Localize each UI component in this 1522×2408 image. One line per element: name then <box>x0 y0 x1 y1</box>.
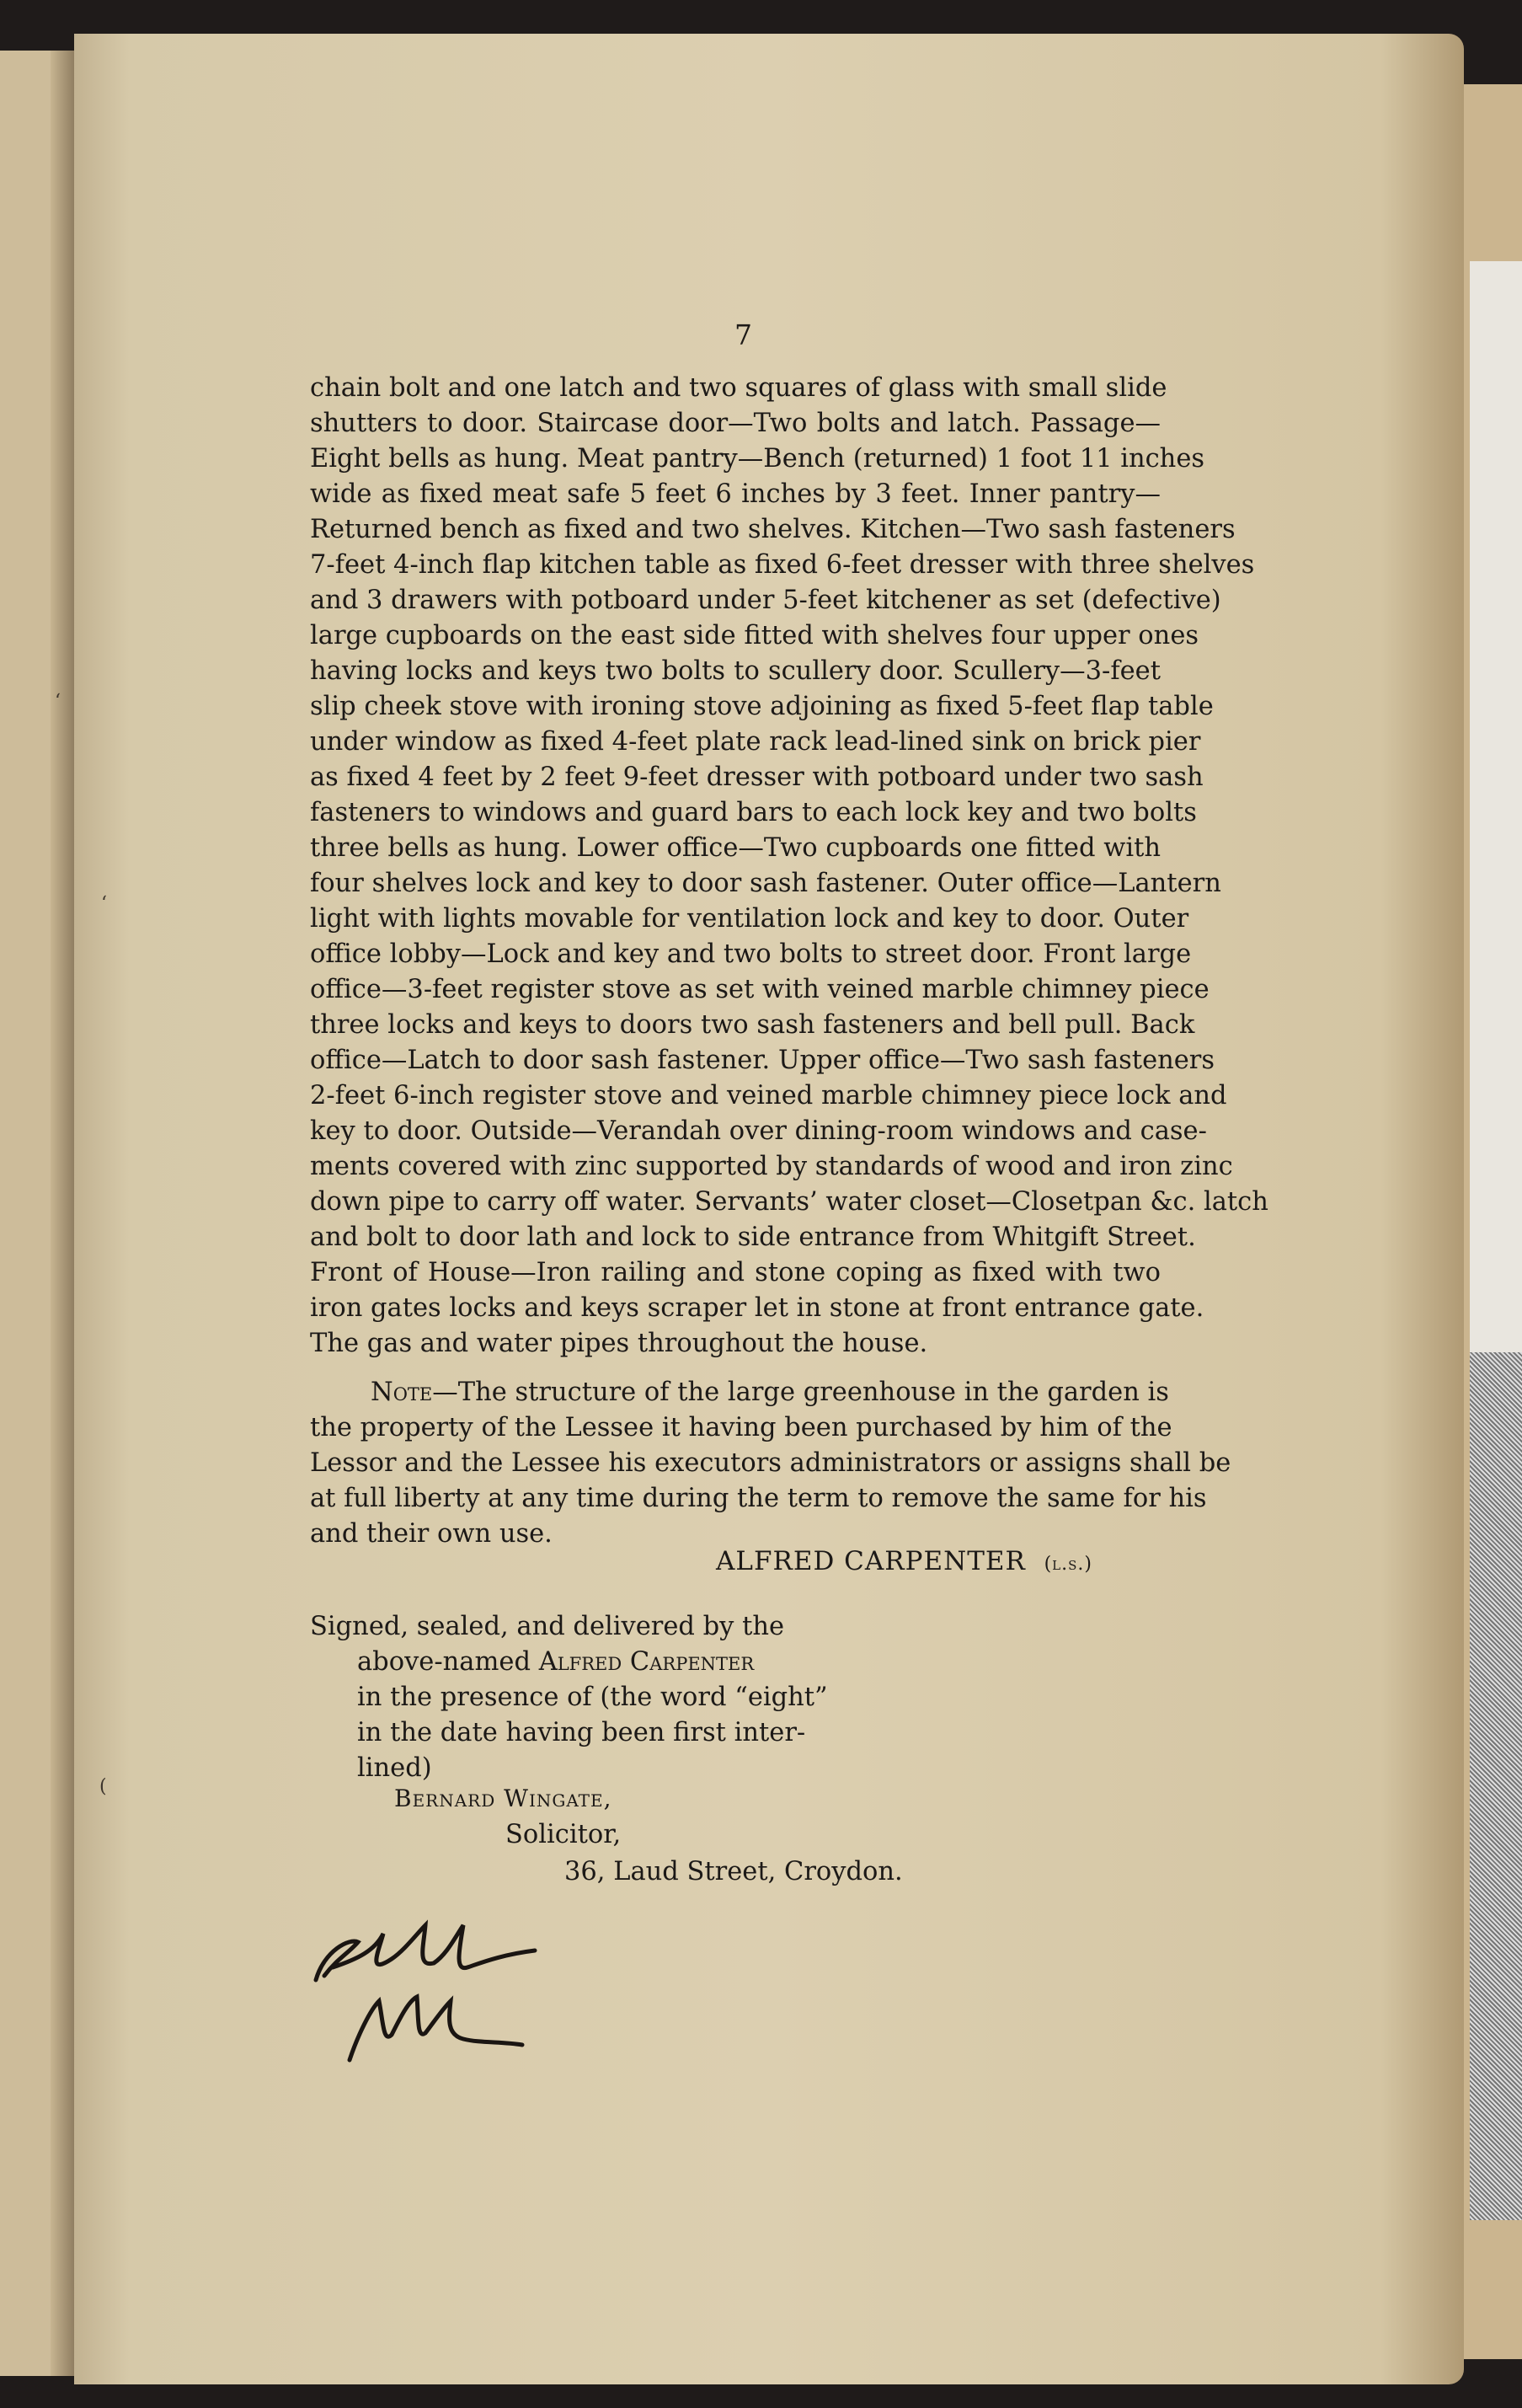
body-line: chain bolt and one latch and two squares of glass with small slide <box>310 373 1167 403</box>
margin-mark: ‘ <box>55 691 61 712</box>
body-line: key to door. Outside—Verandah over dining-room windows and case- <box>310 1116 1207 1146</box>
body-line: slip cheek stove with ironing stove adjoining as fixed 5-feet flap table <box>310 692 1214 721</box>
body-line: 7-feet 4-inch flap kitchen table as fixed 6-feet dresser with three shelves <box>310 550 1255 580</box>
body-line: office lobby—Lock and key and two bolts to street door. Front large <box>310 939 1192 969</box>
seal-text: (l.s.) <box>1044 1554 1092 1575</box>
signatory-block <box>716 1546 1092 1576</box>
body-line: fasteners to windows and guard bars to each lock key and two bolts <box>310 798 1197 827</box>
margin-mark: ( <box>99 1776 107 1797</box>
body-paragraph <box>310 371 1268 1362</box>
body-line: shutters to door. Staircase door—Two bolts and latch. Passage— <box>310 409 1161 438</box>
body-line: ments covered with zinc supported by standards of wood and iron zinc <box>310 1152 1233 1181</box>
note-line: Lessor and the Lessee his executors administrators or assigns shall be <box>310 1448 1231 1478</box>
body-line: iron gates locks and keys scraper let in stone at front entrance gate. <box>310 1293 1204 1323</box>
attestation-prefix: above-named <box>357 1647 539 1677</box>
body-line: The gas and water pipes throughout the house. <box>310 1329 928 1358</box>
body-line: large cupboards on the east side fitted with shelves four upper ones <box>310 621 1199 650</box>
body-line: as fixed 4 feet by 2 feet 9-feet dresser with potboard under two sash <box>310 763 1204 792</box>
body-line: down pipe to carry off water. Servants’ water closet—Closetpan &c. latch <box>310 1187 1268 1217</box>
body-line: under window as fixed 4-feet plate rack lead-lined sink on brick pier <box>310 727 1201 757</box>
body-line: four shelves lock and key to door sash fastener. Outer office—Lantern <box>310 869 1221 898</box>
body-line: wide as fixed meat safe 5 feet 6 inches by 3 feet. Inner pantry— <box>310 479 1161 509</box>
body-line: office—3-feet register stove as set with veined marble chimney piece <box>310 975 1210 1004</box>
body-line: Front of House—Iron railing and stone coping as fixed with two <box>310 1258 1161 1287</box>
attestation-line: Signed, sealed, and delivered by the <box>310 1612 785 1641</box>
handwritten-signature <box>299 1900 552 2085</box>
note-line: at full liberty at any time during the term to remove the same for his <box>310 1484 1207 1513</box>
note-line: and their own use. <box>310 1519 553 1549</box>
body-line: having locks and keys two bolts to scullery door. Scullery—3-feet <box>310 656 1161 686</box>
body-line: office—Latch to door sash fastener. Upper office—Two sash fasteners <box>310 1046 1215 1075</box>
witness-address: 36, Laud Street, Croydon. <box>564 1857 903 1886</box>
body-line: and 3 drawers with potboard under 5-feet kitchener as set (defective) <box>310 586 1221 615</box>
witness-role: Solicitor, <box>505 1820 622 1849</box>
seal-mark <box>1035 1546 1092 1576</box>
signatory-name: ALFRED CARPENTER <box>716 1546 1026 1576</box>
note-paragraph <box>310 1375 1231 1552</box>
book-gutter <box>51 51 76 2376</box>
page-number: 7 <box>734 318 752 351</box>
attestation-line: in the presence of (the word “eight” <box>357 1683 828 1712</box>
margin-mark: ‘ <box>101 893 107 914</box>
body-line: three bells as hung. Lower office—Two cupboards one fitted with <box>310 833 1161 863</box>
body-line: 2-feet 6-inch register stove and veined marble chimney piece lock and <box>310 1081 1227 1110</box>
note-first-line <box>310 1375 1169 1410</box>
attestation-line: lined) <box>357 1753 432 1783</box>
speckled-slip <box>1470 1352 1522 2220</box>
body-line: and bolt to door lath and lock to side entrance from Whitgift Street. <box>310 1223 1196 1252</box>
note-label: Note <box>371 1378 433 1407</box>
witness-name: Bernard Wingate, <box>394 1785 612 1812</box>
body-line: three locks and keys to doors two sash fasteners and bell pull. Back <box>310 1010 1195 1040</box>
body-line: light with lights movable for ventilation lock and key to door. Outer <box>310 904 1189 934</box>
attestation-name: Alfred Carpenter <box>538 1647 755 1677</box>
body-line: Returned bench as fixed and two shelves. Kitchen—Two sash fasteners <box>310 515 1236 544</box>
note-line: the property of the Lessee it having been purchased by him of the <box>310 1413 1172 1442</box>
body-line: Eight bells as hung. Meat pantry—Bench (returned) 1 foot 11 inches <box>310 444 1205 474</box>
paper-slip <box>1470 261 1522 1357</box>
attestation-line <box>310 1645 782 1680</box>
note-first-line-text: —The structure of the large greenhouse in the garden is <box>432 1378 1169 1407</box>
attestation-clause <box>310 1609 828 1786</box>
attestation-line: in the date having been first inter- <box>357 1718 806 1747</box>
